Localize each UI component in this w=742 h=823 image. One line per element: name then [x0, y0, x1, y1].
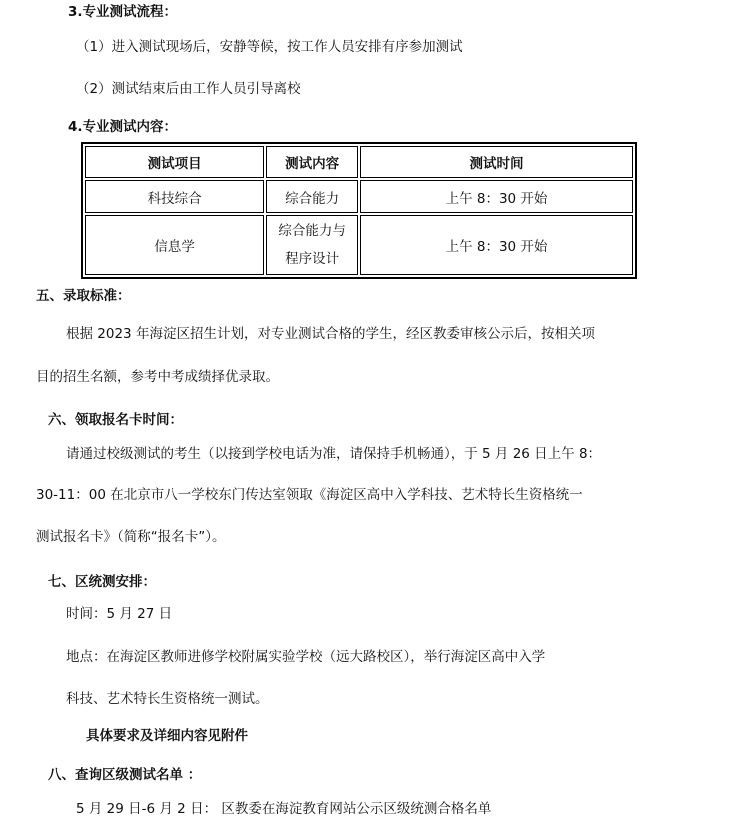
section3-heading: 3.专业测试流程： [68, 4, 178, 20]
cell-content [266, 215, 358, 275]
test-content-table [81, 142, 637, 279]
flow-step-2: （2）测试结束后由工作人员引导离校 [76, 81, 301, 97]
table-header-row [85, 146, 633, 178]
section5-line-2: 目的招生名额，参考中考成绩择优录取。 [36, 369, 279, 385]
section7-place-line-1: 地点：在海淀区教师进修学校附属实验学校（远大路校区），举行海淀区高中入学 [66, 649, 546, 665]
section4-heading: 4.专业测试内容： [68, 119, 178, 135]
section7-time: 时间：5 月 27 日 [66, 606, 173, 622]
section5-line-1: 根据 2023 年海淀区招生计划，对专业测试合格的学生，经区教委审核公示后，按相关项 [66, 326, 595, 342]
section6-heading: 六、领取报名卡时间： [48, 412, 183, 428]
section5-heading: 五、录取标准： [36, 288, 131, 304]
section7-heading: 七、区统测安排： [48, 574, 156, 590]
header-time: 测试时间 [360, 146, 633, 178]
header-content: 测试内容 [266, 146, 358, 178]
header-item: 测试项目 [85, 146, 264, 178]
cell-content: 综合能力 [266, 180, 358, 213]
table-row [85, 215, 633, 275]
section8-heading: 八、查询区级测试名单 ： [48, 767, 202, 783]
section6-line-2: 30-11：00 在北京市八一学校东门传达室领取《海淀区高中入学科技、艺术特长生资格统一 [36, 487, 583, 503]
section7-place-line-2: 科技、艺术特长生资格统一测试。 [66, 691, 269, 707]
table-row [85, 180, 633, 213]
cell-item: 信息学 [85, 215, 264, 275]
cell-content-line-2: 程序设计 [285, 251, 340, 267]
cell-time: 上午 8：30 开始 [360, 180, 633, 213]
cell-item: 科技综合 [85, 180, 264, 213]
attachment-note: 具体要求及详细内容见附件 [86, 728, 248, 744]
section8-line: 5 月 29 日-6 月 2 日： 区教委在海淀教育网站公示区级统测合格名单 [76, 801, 492, 817]
flow-step-1: （1）进入测试现场后，安静等候，按工作人员安排有序参加测试 [76, 39, 463, 55]
cell-content-line-1: 综合能力与 [278, 223, 346, 239]
cell-time: 上午 8：30 开始 [360, 215, 633, 275]
section6-line-3: 测试报名卡》（简称“报名卡”）。 [36, 529, 226, 545]
section6-line-1: 请通过校级测试的考生（以接到学校电话为准，请保持手机畅通），于 5 月 26 日上午 8： [66, 446, 602, 462]
